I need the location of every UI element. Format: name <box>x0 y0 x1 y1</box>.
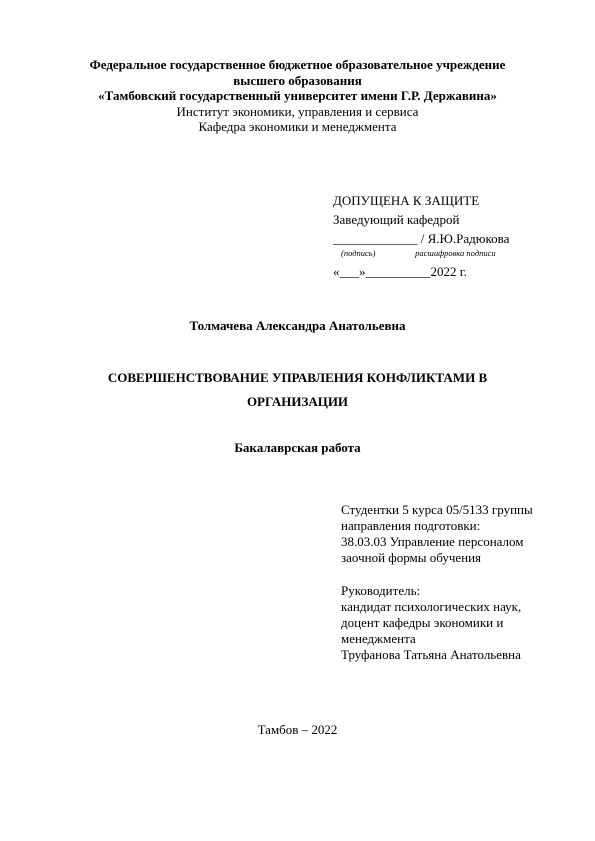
thesis-title-line-1: СОВЕРШЕНСТВОВАНИЕ УПРАВЛЕНИЯ КОНФЛИКТАМИ В <box>107 370 488 385</box>
supervisor-line-5: Труфанова Татьяна Анатольевна <box>341 647 521 662</box>
header-line-5: Кафедра экономики и менеджмента <box>198 119 397 134</box>
approval-block <box>333 191 573 281</box>
header-line-2: высшего образования <box>233 72 362 88</box>
student-line-2: направления подготовки: <box>341 518 481 533</box>
approval-date-line: «___»__________2022 г. <box>333 264 467 279</box>
approval-position: Заведующий кафедрой <box>333 212 460 227</box>
approval-signature-line: _____________ / Я.Ю.Радюкова <box>333 231 510 246</box>
city-year: Тамбов – 2022 <box>257 722 338 737</box>
header-line-4: Институт экономики, управления и сервиса <box>176 103 419 119</box>
student-line-4: заочной формы обучения <box>341 550 482 565</box>
supervisor-line-4: менеджмента <box>341 631 416 646</box>
author-name: Толмачева Александра Анатольевна <box>189 318 406 333</box>
institution-header <box>40 57 555 135</box>
thesis-title <box>60 366 535 414</box>
signature-caption <box>333 248 573 258</box>
header-line-3: «Тамбовский государственный университет имени Г.Р. Державина» <box>98 88 497 103</box>
supervisor-line-1: Руководитель: <box>341 583 421 598</box>
student-line-1: Студентки 5 курса 05/5133 группы <box>341 502 533 517</box>
supervisor-line-2: кандидат психологических наук, <box>341 599 522 614</box>
supervisor-info <box>341 583 571 663</box>
approval-title: ДОПУЩЕНА К ЗАЩИТЕ <box>333 193 480 208</box>
supervisor-line-3: доцент кафедры экономики и <box>341 615 504 630</box>
caption-decoding: расшифровка подписи <box>415 248 496 258</box>
student-line-3: 38.03.03 Управление персоналом <box>341 534 524 549</box>
student-info <box>341 502 571 566</box>
header-line-1: Федеральное государственное бюджетное образовательное учреждение <box>89 57 506 72</box>
work-type: Бакалаврская работа <box>234 440 361 455</box>
caption-signature: (подпись) <box>341 248 376 258</box>
thesis-title-line-2: ОРГАНИЗАЦИИ <box>246 394 349 409</box>
